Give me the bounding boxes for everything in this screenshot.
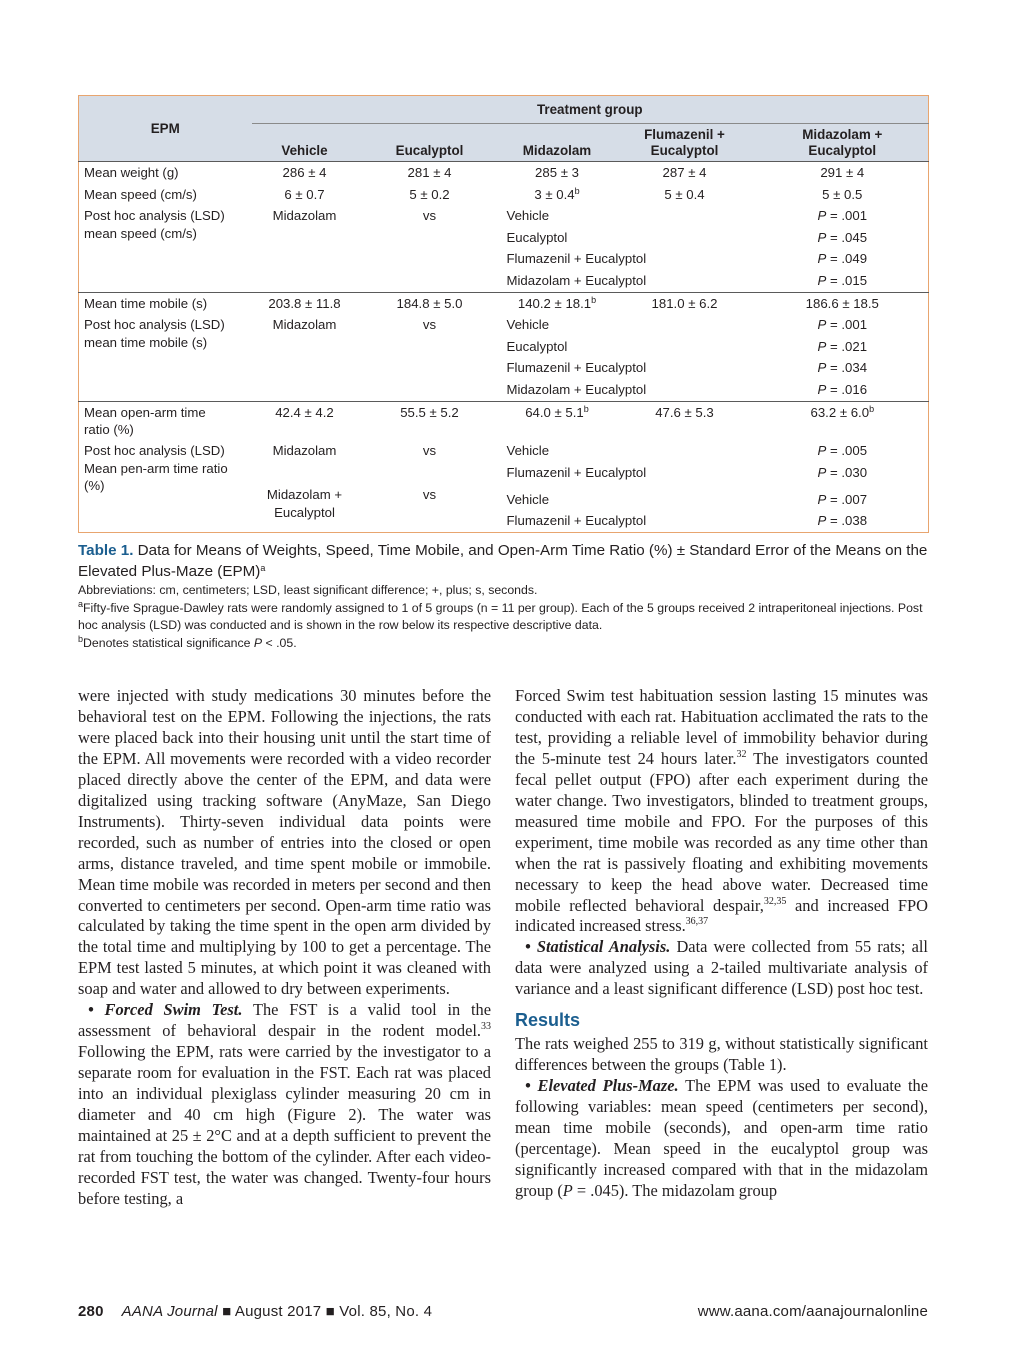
posthoc-group: Vehicle bbox=[506, 443, 550, 459]
posthoc-reference: Midazolam + Eucalyptol bbox=[266, 487, 343, 520]
row-label: Mean weight (g) bbox=[79, 162, 252, 184]
body-paragraph: The rats weighed 255 to 319 g, without statistically significant differences between the groups (Table 1). bbox=[515, 1034, 928, 1075]
cell-value: 285 ± 3 bbox=[502, 162, 613, 184]
caption-text: Data for Means of Weights, Speed, Time Mobile, and Open-Arm Time Ratio (%) ± Standard Error of the Means on the Elevated Plus-Maze (EPM) bbox=[78, 542, 928, 580]
cell-value: 5 ± 0.2 bbox=[409, 186, 450, 202]
cell-value: 184.8 ± 5.0 bbox=[358, 292, 502, 314]
table-notes bbox=[78, 582, 928, 652]
table-row bbox=[79, 184, 929, 206]
footnote-a: $^a$Fifty-five Sprague-Dawley rats were randomly assigned to 1 of 5 groups (n = 11 per group). Each of the 5 groups received 2 intraperitoneal injections. Post hoc analysis (LSD) was conducted and is shown in the row below its respective descriptive data. bbox=[78, 598, 923, 632]
posthoc-p-value: P = .015 bbox=[817, 272, 868, 288]
header-col-eucalyptol: Eucalyptol bbox=[358, 124, 502, 162]
posthoc-group: Vehicle bbox=[506, 317, 550, 333]
journal-url[interactable]: www.aana.com/aanajournalonline bbox=[697, 1303, 928, 1320]
posthoc-p-value: P = .049 bbox=[817, 251, 868, 267]
posthoc-p-value: P = .030 bbox=[817, 464, 868, 480]
cell-value: 181.0 ± 6.2 bbox=[613, 292, 757, 314]
body-paragraph: • Statistical Analysis. Data were collected from 55 rats; all data were analyzed using a 2-tailed multivariate analysis of variance and a least significant difference (LSD) post hoc test. bbox=[515, 937, 928, 999]
significance-marker: b bbox=[869, 403, 875, 414]
cell-value: 6 ± 0.7 bbox=[284, 186, 325, 202]
table-row bbox=[79, 292, 929, 314]
body-paragraph: were injected with study medications 30 minutes before the behavioral test on the EPM. Following the injections, the rats were placed back into their housing unit until the start time of the EPM. All movements were recorded with a video recorder placed directly above the center of the EPM, and data were digitalized using tracking software (AnyMaze, San Diego Instruments). Thirty-seven individual data points were recorded, such as number of entries into the closed or open arms, distance traveled, and time spent mobile or immobile. Mean time mobile was recorded in meters per second and then converted to centimeters per second. Open-arm time ratio was calculated by taking the time spent in the open arm divided by the total time and multiplying by 100 to get a percentage. The EPM test lasted 5 minutes, at which point it was cleaned with soap and water and allowed to dry between experiments. bbox=[78, 686, 491, 999]
body-paragraph: • Forced Swim Test. The FST is a valid tool in the assessment of behavioral despair in the rodent model.$^{33}$ Following the EPM, rats were carried by the investigator to a separate room for evaluation in the FST. Each rat was placed into an individual plexiglass cylinder measuring 20 cm in diameter and 40 cm high (Figure 2). The water was maintained at 25 ± 2°C and at a depth sufficient to prevent the rat from touching the bottom of the cylinder. After each video-recorded FST test, the water was changed. Twenty-four hours before testing, a bbox=[78, 1000, 491, 1208]
row-label: Post hoc analysis (LSD) mean speed (cm/s) bbox=[84, 208, 225, 241]
section-heading-results: Results bbox=[515, 1010, 581, 1031]
body-paragraph: Forced Swim test habituation session lasting 15 minutes was conducted with each rat. Habituation acclimated the rats to the test, providing a reliable level of immobility behavior during the 5-minute test 24 hours later.$^{32}$ The investigators counted fecal pellet output (FPO) after each experiment during the water change. Two investigators, blinded to treatment groups, measured time mobile and FPO. For the purposes of this experiment, time mobile was recorded as any time other than when the rat is passively floating and exhibiting movements necessary to keep the head above water. Decreased time mobile reflected behavioral despair,$^{32,35}$ and increased FPO indicated increased stress.$^{36,37}$ bbox=[515, 686, 928, 936]
cell-value: 3 ± 0.4$^b$ bbox=[534, 185, 580, 202]
cell-value: 140.2 ± 18.1$^b$ bbox=[502, 292, 613, 314]
posthoc-group: Vehicle bbox=[506, 208, 550, 224]
row-label: Post hoc analysis (LSD) Mean pen-arm time ratio (%) bbox=[84, 443, 228, 494]
row-label: Mean speed (cm/s) bbox=[84, 186, 197, 202]
cell-value: 286 ± 4 bbox=[252, 162, 358, 184]
posthoc-vs: vs bbox=[422, 317, 437, 333]
cell-value: 291 ± 4 bbox=[757, 162, 929, 184]
abbreviations-note: Abbreviations: cm, centimeters; LSD, least significant difference; +, plus; s, seconds. bbox=[78, 583, 538, 597]
posthoc-p-value: P = .001 bbox=[817, 317, 868, 333]
issue-info: ■ August 2017 ■ Vol. 85, No. 4 bbox=[217, 1303, 433, 1320]
cell-value: 63.2 ± 6.0$^b$ bbox=[757, 401, 929, 440]
section-run-in-heading: • Statistical Analysis. bbox=[525, 937, 671, 957]
section-run-in-heading: • Elevated Plus-Maze. bbox=[525, 1076, 679, 1096]
row-label: Mean open-arm time ratio (%) bbox=[79, 401, 252, 440]
data-table bbox=[78, 95, 929, 533]
posthoc-p-value: P = .007 bbox=[817, 492, 868, 508]
cell-value: 186.6 ± 18.5 bbox=[757, 292, 929, 314]
header-col-midazolam: Midazolam bbox=[502, 124, 613, 162]
header-col-midazolam-eucalyptol: Midazolam + Eucalyptol bbox=[757, 124, 929, 162]
posthoc-group: Flumazenil + Eucalyptol bbox=[506, 464, 647, 480]
journal-name: AANA Journal bbox=[121, 1303, 218, 1320]
posthoc-group: Eucalyptol bbox=[506, 229, 568, 245]
row-label: Mean time mobile (s) bbox=[79, 292, 252, 314]
citation: 32 bbox=[736, 748, 747, 760]
table-row bbox=[79, 314, 929, 336]
posthoc-reference: Midazolam bbox=[272, 317, 337, 333]
table-number: Table 1. bbox=[78, 542, 134, 559]
posthoc-group: Midazolam + Eucalyptol bbox=[506, 272, 647, 288]
posthoc-group: Flumazenil + Eucalyptol bbox=[506, 513, 647, 529]
table-row bbox=[79, 162, 929, 184]
posthoc-group: Midazolam + Eucalyptol bbox=[506, 381, 647, 397]
significance-marker: b bbox=[574, 185, 580, 196]
footnote-b: $^b$Denotes statistical significance P < .05. bbox=[78, 633, 297, 650]
posthoc-p-value: P = .034 bbox=[817, 360, 868, 376]
body-column-left bbox=[78, 686, 491, 1210]
cell-value: 203.8 ± 11.8 bbox=[252, 292, 358, 314]
citation: 36,37 bbox=[685, 916, 709, 928]
body-column-right bbox=[515, 686, 928, 1202]
posthoc-p-value: P = .045 bbox=[817, 229, 868, 245]
posthoc-vs: vs bbox=[422, 208, 437, 224]
posthoc-p-value: P = .016 bbox=[817, 381, 868, 397]
cell-value: 42.4 ± 4.2 bbox=[252, 401, 358, 440]
cell-value: 64.0 ± 5.1$^b$ bbox=[502, 401, 613, 440]
citation: 33 bbox=[481, 1021, 491, 1033]
posthoc-group: Vehicle bbox=[506, 492, 550, 508]
body-paragraph: • Elevated Plus-Maze. The EPM was used to evaluate the following variables: mean speed (centimeters per second), mean time mobile (seconds), and open-arm time ratio (percentage). Mean speed in the eucalyptol group was significantly increased compared with that in the midazolam group (P = .045). The midazolam group bbox=[515, 1076, 928, 1200]
table-row bbox=[79, 205, 929, 227]
posthoc-vs: vs bbox=[422, 443, 437, 459]
cell-value: 281 ± 4 bbox=[358, 162, 502, 184]
table-caption bbox=[78, 540, 928, 582]
posthoc-reference: Midazolam bbox=[272, 208, 337, 224]
posthoc-vs: vs bbox=[422, 487, 437, 503]
significance-marker: b bbox=[583, 403, 589, 414]
cell-value: 47.6 ± 5.3 bbox=[613, 401, 757, 440]
page-footer-left bbox=[78, 1303, 432, 1320]
significance-marker: b bbox=[591, 294, 597, 305]
posthoc-group: Eucalyptol bbox=[506, 338, 568, 354]
row-label: Post hoc analysis (LSD) mean time mobile (s) bbox=[84, 317, 225, 350]
page-number: 280 bbox=[78, 1303, 104, 1320]
posthoc-group: Flumazenil + Eucalyptol bbox=[506, 360, 647, 376]
header-epm: EPM bbox=[79, 96, 252, 162]
posthoc-reference: Midazolam bbox=[272, 443, 337, 459]
cell-value: 287 ± 4 bbox=[613, 162, 757, 184]
section-run-in-heading: • Forced Swim Test. bbox=[88, 1000, 243, 1020]
header-treatment-group: Treatment group bbox=[252, 96, 929, 124]
header-col-vehicle: Vehicle bbox=[252, 124, 358, 162]
posthoc-group: Flumazenil + Eucalyptol bbox=[506, 251, 647, 267]
table-row bbox=[79, 401, 929, 440]
footnote-marker: a bbox=[260, 563, 266, 573]
citation: 32,35 bbox=[763, 895, 787, 907]
posthoc-p-value: P = .001 bbox=[817, 208, 868, 224]
table-row bbox=[79, 440, 929, 462]
posthoc-p-value: P = .005 bbox=[817, 443, 868, 459]
posthoc-p-value: P = .021 bbox=[817, 338, 868, 354]
cell-value: 5 ± 0.4 bbox=[664, 186, 705, 202]
posthoc-p-value: P = .038 bbox=[817, 513, 868, 529]
cell-value: 5 ± 0.5 bbox=[822, 186, 863, 202]
cell-value: 55.5 ± 5.2 bbox=[358, 401, 502, 440]
header-col-flumazenil-eucalyptol: Flumazenil + Eucalyptol bbox=[613, 124, 757, 162]
